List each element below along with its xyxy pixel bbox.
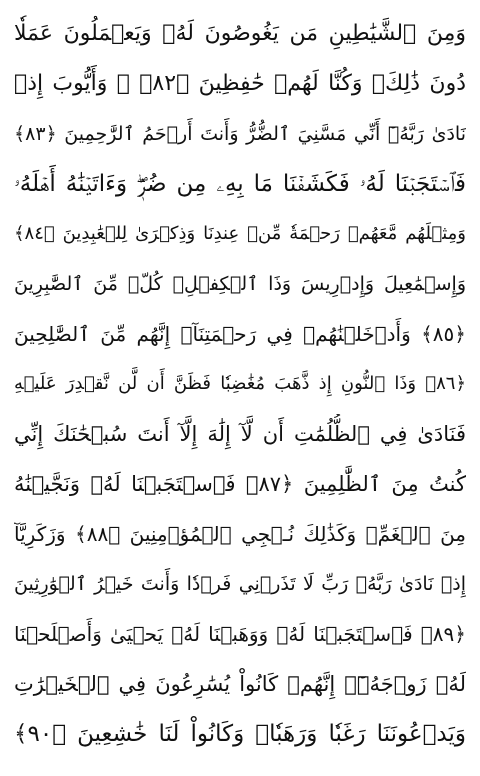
verse-text: إِذۡ نَادَىٰ رَبَّهُۥ رَبِّ لَا تَذَرۡنِي فَرۡدٗا وَأَنتَ خَيۡرُ ٱلۡوَٰرِثِينَ bbox=[14, 573, 466, 595]
verse-text: فَٱسۡتَجَبۡنَا لَهُۥ فَكَشَفۡنَا مَا بِهِۦ مِن ضُرّٖۖ وَءَاتَيۡنَٰهُ أَهۡلَهُۥ bbox=[14, 171, 466, 197]
verse-line-15 bbox=[14, 714, 466, 754]
verse-text: نَادَىٰ رَبَّهُۥٓ أَنِّي مَسَّنِيَ ٱلضُّرُّ وَأَنتَ أَرۡحَمُ ٱلرَّٰحِمِينَ ﴿٨٣﴾ bbox=[14, 123, 466, 145]
verse-text: فَنَادَىٰ فِي ٱلظُّلُمَٰتِ أَن لَّآ إِلَٰهَ إِلَّآ أَنتَ سُبۡحَٰنَكَ إِنِّي bbox=[14, 422, 466, 446]
verse-line-7 bbox=[14, 314, 466, 354]
verse-line-8 bbox=[14, 364, 466, 404]
verse-text: وَمِثۡلَهُم مَّعَهُمۡ رَحۡمَةٗ مِّنۡ عِندِنَا وَذِكۡرَىٰ لِلۡعَٰبِدِينَ ﴿٨٤﴾ bbox=[14, 223, 466, 244]
verse-line-1 bbox=[14, 14, 466, 54]
verse-line-2 bbox=[14, 64, 466, 104]
verse-text: كُنتُ مِنَ ٱلظَّٰلِمِينَ ﴿٨٧﴾ فَٱسۡتَجَبۡنَا لَهُۥ وَنَجَّيۡنَٰهُ bbox=[14, 472, 466, 496]
verse-line-13 bbox=[14, 614, 466, 654]
verse-line-6 bbox=[14, 264, 466, 304]
verse-line-11 bbox=[14, 514, 466, 554]
verse-line-12 bbox=[14, 564, 466, 604]
verse-line-14 bbox=[14, 664, 466, 704]
verse-text: ﴿٨٩﴾ فَٱسۡتَجَبۡنَا لَهُۥ وَوَهَبۡنَا لَهُۥ يَحۡيَىٰ وَأَصۡلَحۡنَا bbox=[14, 622, 466, 646]
verse-text: ﴿٨٥﴾ وَأَدۡخَلۡنَٰهُمۡ فِي رَحۡمَتِنَآۖ إِنَّهُم مِّنَ ٱلصَّٰلِحِينَ bbox=[14, 322, 466, 346]
verse-line-3 bbox=[14, 114, 466, 154]
verse-text: وَإِسۡمَٰعِيلَ وَإِدۡرِيسَ وَذَا ٱلۡكِفۡلِۖ كُلّٞ مِّنَ ٱلصَّٰبِرِينَ bbox=[14, 273, 466, 295]
verse-line-9 bbox=[14, 414, 466, 454]
verse-text: وَيَدۡعُونَنَا رَغَبٗا وَرَهَبٗاۖ وَكَانُواْ لَنَا خَٰشِعِينَ ﴿٩٠﴾ bbox=[14, 721, 466, 747]
verse-line-10 bbox=[14, 464, 466, 504]
verse-line-4 bbox=[14, 164, 466, 204]
verse-text: ﴿٨٦﴾ وَذَا ٱلنُّونِ إِذ ذَّهَبَ مُغَٰضِبٗا فَظَنَّ أَن لَّن نَّقۡدِرَ عَلَيۡهِ bbox=[14, 373, 466, 394]
verse-text: وَمِنَ ٱلشَّيَٰطِينِ مَن يَغُوصُونَ لَهُۥ وَيَعۡمَلُونَ عَمَلٗا bbox=[14, 21, 466, 46]
verse-text: مِنَ ٱلۡغَمِّۚ وَكَذَٰلِكَ نُـۨجِي ٱلۡمُؤۡمِنِينَ ﴿٨٨﴾ وَزَكَرِيَّآ bbox=[14, 522, 466, 546]
verse-text: دُونَ ذَٰلِكَۖ وَكُنَّا لَهُمۡ حَٰفِظِينَ ﴿٨٢﴾ ۞ وَأَيُّوبَ إِذۡ bbox=[14, 71, 466, 96]
verse-line-5 bbox=[14, 214, 466, 254]
verse-text: لَهُۥ زَوۡجَهُۥٓۚ إِنَّهُمۡ كَانُواْ يُسَٰرِعُونَ فِي ٱلۡخَيۡرَٰتِ bbox=[14, 672, 466, 696]
